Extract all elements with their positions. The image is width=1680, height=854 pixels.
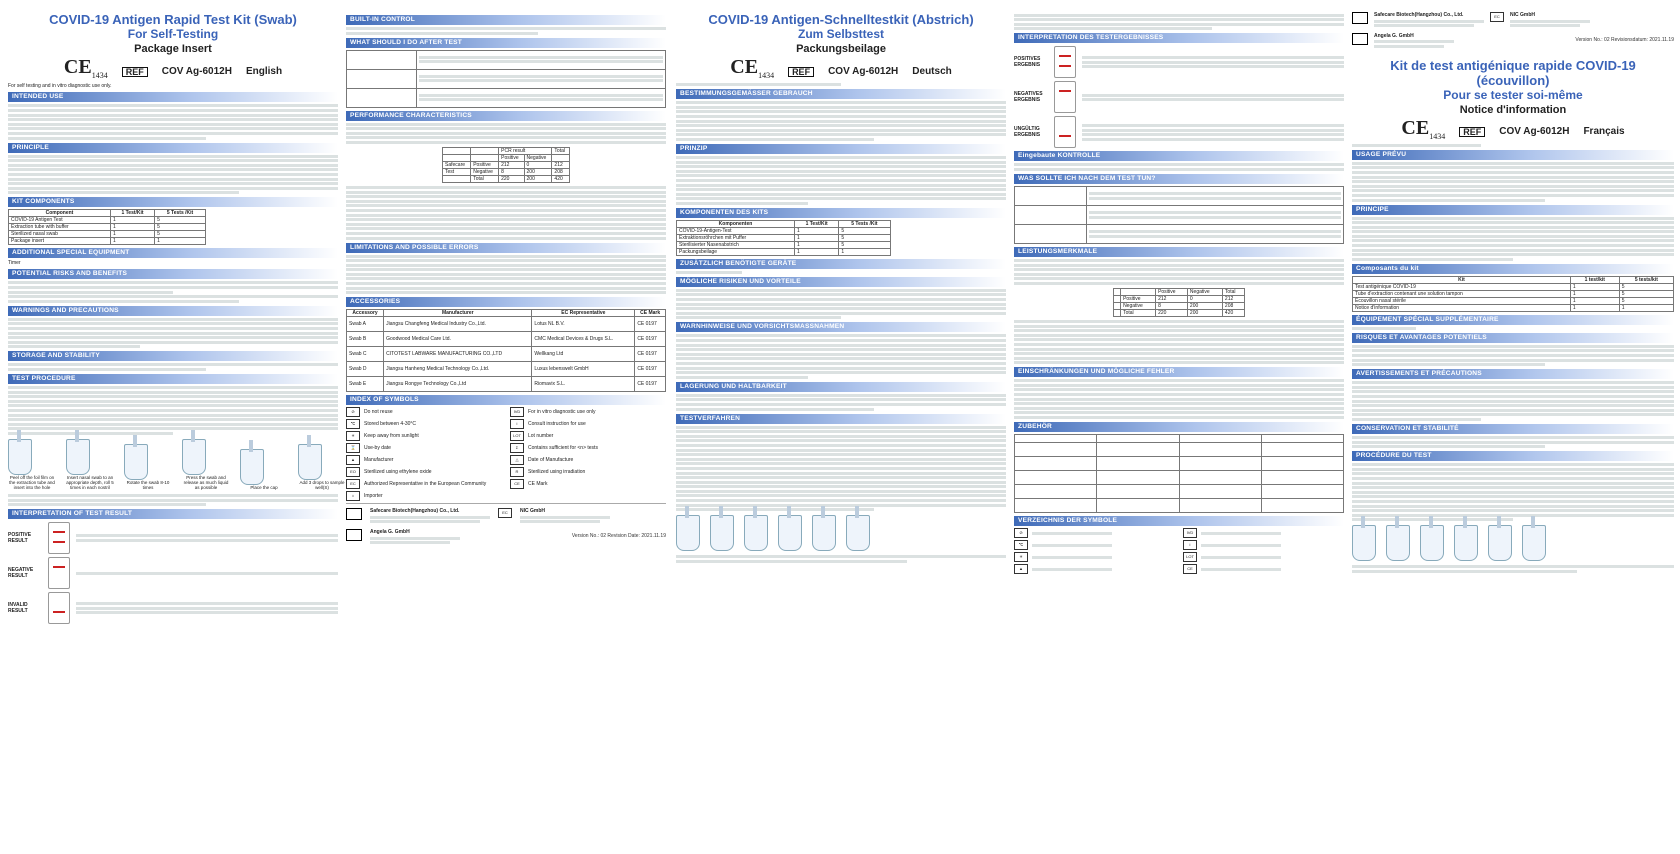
panel-english (8, 12, 345, 848)
section-fr-8: PROCÉDURE DU TEST (1352, 451, 1674, 461)
rotate-swab-icon (1420, 525, 1444, 561)
press-swab-icon (182, 439, 206, 475)
section-de-control: Eingebaute KONTROLLE (1014, 151, 1344, 161)
section-performance: PERFORMANCE CHARACTERISTICS (346, 111, 666, 121)
product-code-de: COV Ag-6012H (828, 65, 899, 77)
cassette-negative-icon (1054, 81, 1076, 113)
section-de-symbols: VERZEICHNIS DER SYMBOLE (1014, 516, 1344, 526)
ce-icon: CE (1183, 564, 1197, 574)
section-kit-components: KIT COMPONENTS (8, 197, 338, 207)
hourglass-icon: ⌛ (346, 443, 360, 453)
negative-result-de: NEGATIVES ERGEBNIS (1014, 81, 1344, 113)
section-fr-4: ÉQUIPEMENT SPÉCIAL SUPPLÉMENTAIRE (1352, 315, 1674, 325)
section-built-in-control: BUILT-IN CONTROL (346, 15, 666, 25)
temperature-icon: ℃ (346, 419, 360, 429)
date-manufacture-icon: △ (510, 455, 524, 465)
ref-label: REF (1459, 127, 1485, 137)
doc-subtitle-fr: Pour se tester soi-même (1443, 87, 1583, 102)
extraction-tube-icon (8, 439, 32, 475)
section-symbols: INDEX OF SYMBOLS (346, 395, 666, 405)
panel-german (676, 12, 1006, 848)
panel-german-continued (1014, 12, 1344, 848)
add-drops-icon (1522, 525, 1546, 561)
ref-label: REF (788, 67, 814, 77)
product-code-fr: COV Ag-6012H (1499, 126, 1570, 138)
section-test-procedure: TEST PROCEDURE (8, 374, 338, 384)
section-de-2: PRINZIP (676, 144, 1006, 154)
section-de-what-to-do: WAS SOLLTE ICH NACH DEM TEST TUN? (1014, 174, 1344, 184)
section-de-4: ZUSÄTZLICH BENÖTIGTE GERÄTE (676, 259, 1006, 269)
place-cap-icon (812, 515, 836, 551)
doc-title: COVID-19 Antigen Rapid Test Kit (Swab) (49, 12, 297, 27)
section-de-3: KOMPONENTEN DES KITS (676, 208, 1006, 218)
version-info: Version No.: 02 Revision Date: 2021.11.19 (571, 533, 666, 540)
place-cap-icon (1488, 525, 1512, 561)
section-additional-equipment: ADDITIONAL SPECIAL EQUIPMENT (8, 248, 338, 258)
ec-rep-address-fr: NIC GmbH (1510, 12, 1590, 29)
product-badges-de (676, 56, 1006, 80)
section-de-6: WARNHINWEISE UND VORSICHTSMASSNAHMEN (676, 322, 1006, 332)
section-fr-5: RISQUES ET AVANTAGES POTENTIELS (1352, 333, 1674, 343)
section-limitations: LIMITATIONS AND POSSIBLE ERRORS (346, 243, 666, 253)
procedure-illustrations-de (676, 515, 1006, 551)
intro-text: For self testing and in vitro diagnostic use only. (8, 83, 112, 90)
lot-icon: LOT (1183, 552, 1197, 562)
product-badges (8, 56, 338, 80)
accessories-table-de (1014, 434, 1344, 513)
timer-text: Timer (8, 260, 21, 267)
package-insert-label-fr: Notice d'information (1459, 103, 1567, 116)
product-code: COV Ag-6012H (161, 65, 232, 77)
section-de-8: TESTVERFAHREN (676, 414, 1006, 424)
ivd-icon: IVD (1183, 528, 1197, 538)
ec-rep-icon: EC (346, 479, 360, 489)
place-cap-icon (240, 449, 264, 485)
section-warnings: WARNINGS AND PRECAUTIONS (8, 306, 338, 316)
ce-mark-icon: $CE_{1434}$ (1401, 116, 1446, 141)
doc-subtitle-de: Zum Selbsttest (797, 27, 884, 41)
pcr-result-table: PCR result Total Positive Negative Safecare Positive 212 0 212 Test Negative 8 200 208 Total 220 200 420 (442, 147, 570, 183)
cassette-invalid-icon (48, 592, 70, 624)
invalid-result-de: UNGÜLTIG ERGEBNIS (1014, 116, 1344, 148)
what-to-do-table-de (1014, 186, 1344, 244)
ivd-icon: IVD (510, 407, 524, 417)
kit-components-table-de: Komponenten 1 Test/Kit 5 Tests /Kit COVID-19-Antigen-Test 1 5 Extraktionsröhrchen mit Puffer 1 5 Sterilisierter Nasenabstrich 1 5 Packungsbeilage 1 1 (676, 220, 891, 256)
add-drops-icon (846, 515, 870, 551)
section-interpretation: INTERPRETATION OF TEST RESULT (8, 509, 338, 519)
do-not-reuse-icon: ⊘ (346, 407, 360, 417)
section-de-interpretation: INTERPRETATION DES TESTERGEBNISSES (1014, 33, 1344, 43)
section-fr-7: CONSERVATION ET STABILITÉ (1352, 424, 1674, 434)
symbols-grid: ⊘ Do not reuse IVD For in vitro diagnostic use only ℃ Stored between 4-30°C i Consult instruction for use ☀ Keep away from sunlight LOT Lot number ⌛ Use-by date Σ Contains sufficient for <n> tests ▲ Manufacturer △ Date of Manufacture EO Sterilized using ethylene oxide R Sterilized using irradiation EC Authorized Representative in the European Community CE CE Mark ⌂ Importer (346, 407, 666, 501)
section-principle: PRINCIPLE (8, 143, 338, 153)
cassette-positive-icon (1054, 46, 1076, 78)
extraction-tube-icon (1352, 525, 1376, 561)
ce-mark-icon: $CE_{1434}$ (63, 56, 108, 80)
cassette-invalid-icon (1054, 116, 1076, 148)
ref-label: REF (122, 67, 148, 77)
ec-rep-icon: EC (498, 508, 512, 518)
accessories-table: Accessory Manufacturer EC Representative CE Mark Swab A Jiangsu Changfeng Medical Industry Co.,Ltd. Lotus NL B.V. CE 0197 Swab B Goodwood Medical Care Ltd. CMC Medical Devices & Drugs S.L. CE 0197 Swab C CITOTEST LABWARE MANUFACTURING CO.,LTD Wellkang Ltd CE 0197 Swab D Jiangsu Hanheng Medical Technology Co.,Ltd. Luxus lebenswelt GmbH CE 0197 Swab E Jiangsu Rongye Technology Co.,Ltd Riomavix S.L. CE 0197 (346, 309, 666, 392)
kit-components-table-fr: Kit 1 test/kit 5 tests/kit Test antigénique COVID-19 1 5 Tube d'extraction contenant une solution tampon 1 5 Écouvillon nasal stérile 1 5 Notice d'information 1 1 (1352, 276, 1674, 312)
section-de-7: LAGERUNG UND HALTBARKEIT (676, 382, 1006, 392)
ce-icon: CE (510, 479, 524, 489)
importer-address-fr: Angela G. GmbH (1374, 33, 1454, 50)
doc-title-fr: Kit de test antigénique rapide COVID-19 (écouvillon) (1390, 57, 1636, 88)
procedure-illustrations-fr (1352, 525, 1674, 561)
symbols-grid-de (1014, 528, 1344, 574)
panel-french (1352, 12, 1674, 848)
temperature-icon: ℃ (1014, 540, 1028, 550)
cassette-positive-icon (48, 522, 70, 554)
press-swab-icon (778, 515, 802, 551)
importer-icon (1352, 33, 1368, 45)
invalid-result: INVALID RESULT (8, 592, 338, 624)
instructions-icon: i (510, 419, 524, 429)
doc-title-de: COVID-19 Antigen-Schnelltestkit (Abstrich) (708, 12, 974, 27)
ec-rep-icon: EC (1490, 12, 1504, 22)
nasal-swab-icon (710, 515, 734, 551)
manufacturer-address-fr: Safecare Biotech(Hangzhou) Co., Ltd. (1374, 12, 1484, 29)
manufacturer-icon (1352, 12, 1368, 24)
language-label-de: Deutsch (912, 65, 952, 77)
importer-icon (346, 529, 362, 541)
section-fr-1: USAGE PRÉVU (1352, 150, 1674, 160)
sterile-r-icon: R (510, 467, 524, 477)
nasal-swab-icon (66, 439, 90, 475)
package-insert-label: Package Insert (134, 43, 212, 55)
doc-subtitle: For Self-Testing (127, 27, 219, 41)
lot-icon: LOT (510, 431, 524, 441)
sterile-eo-icon: EO (346, 467, 360, 477)
sunlight-icon: ☀ (1014, 552, 1028, 562)
section-de-5: MÖGLICHE RISIKEN UND VORTEILE (676, 277, 1006, 287)
section-fr-3: Composants du kit (1352, 264, 1674, 274)
negative-result: NEGATIVE RESULT (8, 557, 338, 589)
rotate-swab-icon (744, 515, 768, 551)
do-not-reuse-icon: ⊘ (1014, 528, 1028, 538)
section-intended-use: INTENDED USE (8, 92, 338, 102)
procedure-illustrations: Peel off the foil film on the extraction tube and insert into the hole Insert nasal swab to an appropriate depth, roll 5 times in each nostril Rotate the swab 8-10 times Press the swab and release as much liquid as possible Place the cap Add 3 drops to sample well(S) (8, 439, 338, 490)
section-de-limitations: EINSCHRÄNKUNGEN UND MÖGLICHE FEHLER (1014, 367, 1344, 377)
pcr-result-table-de: Positive Negative Total Positive 212 0 212 Negative 8 200 208 Total 220 200 420 (1113, 288, 1245, 317)
section-accessories: ACCESSORIES (346, 297, 666, 307)
importer-icon: ⌂ (346, 491, 360, 501)
ce-mark-icon: $CE_{1434}$ (730, 56, 775, 80)
language-label: English (245, 65, 283, 77)
positive-result-de: POSITIVES ERGEBNIS (1014, 46, 1344, 78)
cassette-negative-icon (48, 557, 70, 589)
panel-english-continued (346, 12, 666, 848)
section-what-to-do: WHAT SHOULD I DO AFTER TEST (346, 38, 666, 48)
section-storage: STORAGE AND STABILITY (8, 351, 338, 361)
section-risks: POTENTIAL RISKS AND BENEFITS (8, 269, 338, 279)
nasal-swab-icon (1386, 525, 1410, 561)
version-info-fr: Version No.: 02 Revisionsdatum: 2021.11.19 (1575, 36, 1674, 43)
extraction-tube-icon (676, 515, 700, 551)
ec-rep-address: NIC GmbH (520, 508, 610, 525)
product-badges-fr (1352, 116, 1674, 141)
kit-components-table: Component 1 Test/Kit 5 Tests /Kit COVID-19 Antigen Test 1 5 Extraction tube with buffer 1 5 Sterilized nasal swab 1 5 Package insert 1 1 (8, 209, 206, 245)
what-to-do-table (346, 50, 666, 108)
package-insert-label-de: Packungsbeilage (796, 43, 886, 55)
sufficient-tests-icon: Σ (510, 443, 524, 453)
language-label-fr: Français (1583, 126, 1625, 138)
manufacturer-address: Safecare Biotech(Hangzhou) Co., Ltd. (370, 508, 490, 525)
rotate-swab-icon (124, 444, 148, 480)
importer-address: Angela G. GmbH (370, 529, 460, 546)
section-fr-6: AVERTISSEMENTS ET PRÉCAUTIONS (1352, 369, 1674, 379)
sunlight-icon: ☀ (346, 431, 360, 441)
manufacturer-icon: ▲ (346, 455, 360, 465)
add-drops-icon (298, 444, 322, 480)
section-de-performance: LEISTUNGSMERKMALE (1014, 247, 1344, 257)
positive-result: POSITIVE RESULT (8, 522, 338, 554)
section-fr-2: PRINCIPE (1352, 205, 1674, 215)
instructions-icon: i (1183, 540, 1197, 550)
manufacturer-icon (346, 508, 362, 520)
section-de-1: BESTIMMUNGSGEMÄSSER GEBRAUCH (676, 89, 1006, 99)
press-swab-icon (1454, 525, 1478, 561)
manufacturer-icon: ▲ (1014, 564, 1028, 574)
section-de-accessories: ZUBEHÖR (1014, 422, 1344, 432)
